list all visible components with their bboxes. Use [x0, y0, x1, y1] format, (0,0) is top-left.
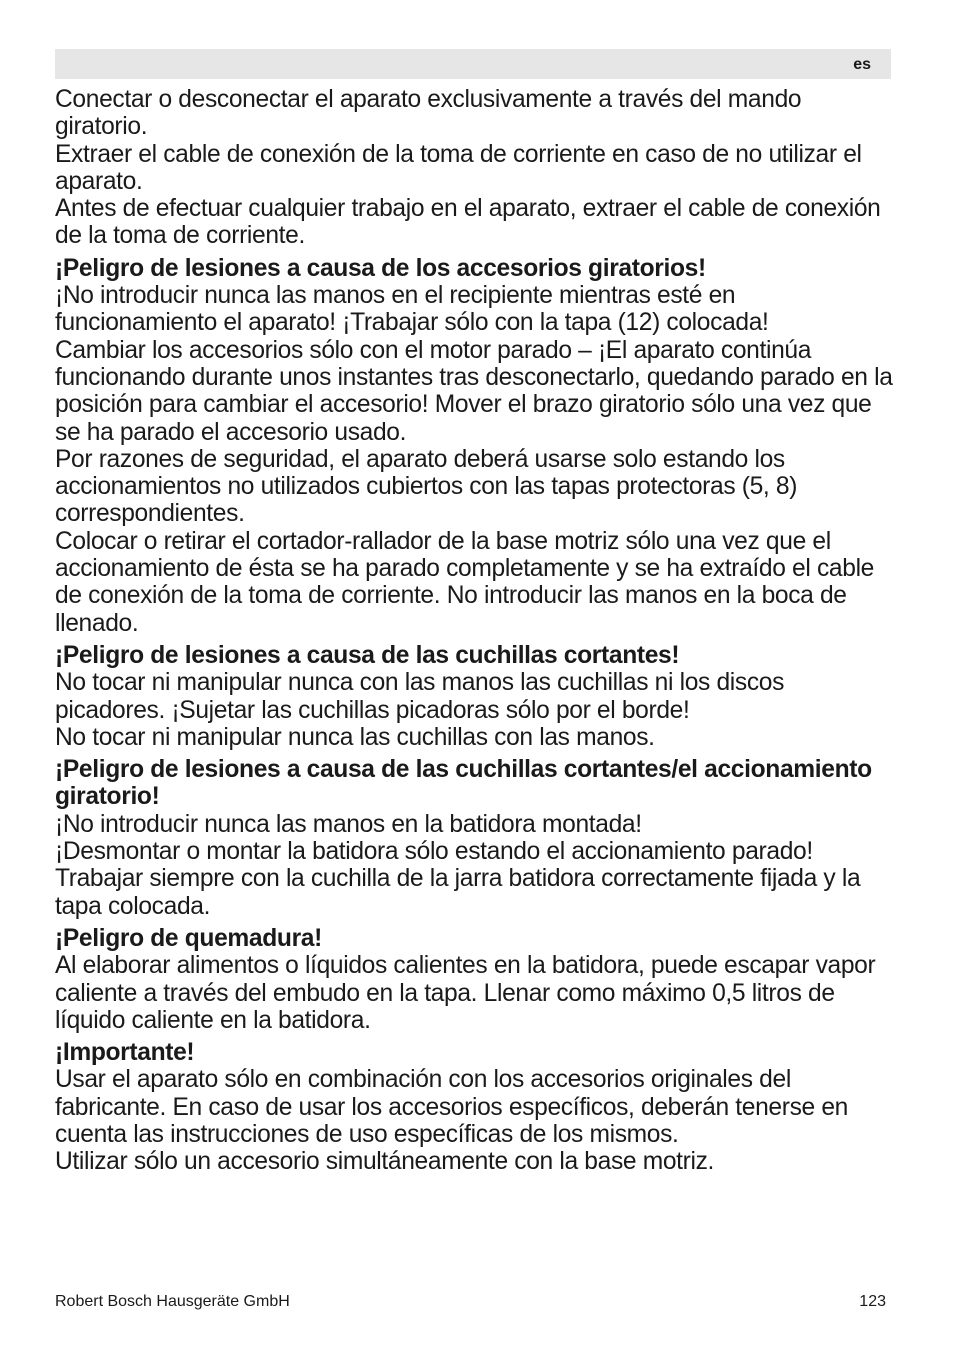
- warning-heading: ¡Peligro de quemadura!: [55, 924, 322, 952]
- page-number: 123: [859, 1293, 886, 1310]
- paragraph: Al elaborar alimentos o líquidos calientes en la batidora, puede escapar vapor caliente a través del embudo en la tapa. Llenar como máximo 0,5 litros de líquido caliente en la batidora.: [55, 952, 876, 1034]
- paragraph: Utilizar sólo un accesorio simultáneamente con la base motriz.: [55, 1148, 715, 1176]
- safety-instructions: [55, 86, 895, 1176]
- warning-heading: ¡Peligro de lesiones a causa de los accesorios giratorios!: [55, 254, 706, 282]
- paragraph: Cambiar los accesorios sólo con el motor parado – ¡El aparato continúa funcionando durante unos instantes tras desconectarlo, quedando parado en la posición para cambiar el accesorio! Mover el brazo giratorio sólo una vez que se ha parado el accesorio usado.: [55, 336, 893, 446]
- paragraph: ¡Desmontar o montar la batidora sólo estando el accionamiento parado!: [55, 838, 813, 866]
- paragraph: Extraer el cable de conexión de la toma de corriente en caso de no utilizar el aparato.: [55, 140, 862, 195]
- warning-heading: ¡Importante!: [55, 1039, 195, 1067]
- paragraph: No tocar ni manipular nunca con las manos las cuchillas ni los discos picadores. ¡Sujetar las cuchillas picadoras sólo por el borde!: [55, 669, 785, 724]
- paragraph: Colocar o retirar el cortador-rallador de la base motriz sólo una vez que el accionamiento de ésta se ha parado completamente y se ha extraído el cable de conexión de la toma de corriente. No introducir las manos en la boca de llenado.: [55, 527, 875, 637]
- paragraph: Conectar o desconectar el aparato exclusivamente a través del mando giratorio.: [55, 86, 802, 141]
- warning-heading: ¡Peligro de lesiones a causa de las cuchillas cortantes/el accionamiento giratorio!: [55, 756, 872, 811]
- warning-heading: ¡Peligro de lesiones a causa de las cuchillas cortantes!: [55, 641, 680, 669]
- language-code: es: [853, 56, 871, 73]
- paragraph: ¡No introducir nunca las manos en la batidora montada!: [55, 810, 642, 838]
- paragraph: Usar el aparato sólo en combinación con los accesorios originales del fabricante. En caso de usar los accesorios específicos, deberán tenerse en cuenta las instrucciones de uso específicas de los mismos.: [55, 1066, 848, 1148]
- paragraph: No tocar ni manipular nunca las cuchillas con las manos.: [55, 723, 655, 751]
- paragraph: Trabajar siempre con la cuchilla de la jarra batidora correctamente fijada y la tapa colocada.: [55, 865, 861, 920]
- paragraph: ¡No introducir nunca las manos en el recipiente mientras esté en funcionamiento el aparato! ¡Trabajar sólo con la tapa (12) colocada!: [55, 282, 769, 337]
- paragraph: Antes de efectuar cualquier trabajo en el aparato, extraer el cable de conexión de la toma de corriente.: [55, 195, 881, 250]
- language-header-bar: [55, 49, 891, 79]
- company-name: Robert Bosch Hausgeräte GmbH: [55, 1293, 290, 1310]
- paragraph: Por razones de seguridad, el aparato deberá usarse solo estando los accionamientos no utilizados cubiertos con las tapas protectoras (5, 8) correspondientes.: [55, 445, 798, 528]
